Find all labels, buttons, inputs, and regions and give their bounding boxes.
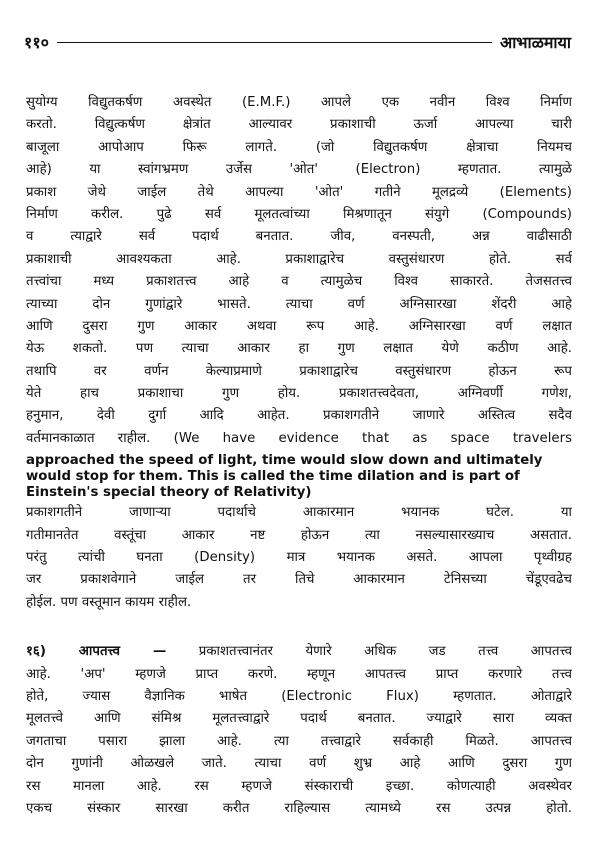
- text-line: होईल. पण वस्तूमान कायम राहील.: [26, 594, 192, 610]
- text-line: प्रकाशाची आवश्यकता आहे. प्रकाशाद्वारेच वस्तुसंधारण होते. सर्व: [26, 251, 572, 267]
- section-16: [26, 641, 572, 820]
- text-line: निर्माण करील. पुढे सर्व मूलतत्वांच्या मिश्रणातून संयुगे (Compounds): [26, 206, 572, 222]
- paragraph-1: [26, 92, 572, 614]
- text-line: दोन गुणांनी ओळखले जाते. त्याचा वर्ण शुभ्र आहे आणि दुसरा गुण: [26, 756, 572, 772]
- text-line: तथापि वर वर्णन केल्याप्रमाणे प्रकाशाद्वारेच वस्तुसंधारण होऊन रूप: [26, 363, 572, 379]
- text-line: आणि दुसरा गुण आकार अथवा रूप आहे. अग्निसारखा वर्ण लक्षात: [26, 318, 572, 334]
- text-line: आहे. 'अप' म्हणजे प्राप्त करणे. म्हणून आपतत्त्व प्राप्त करणारे तत्त्व: [26, 666, 572, 682]
- text-line: वर्तमानकाळात राहील. (We have evidence that as space travelers: [26, 430, 572, 446]
- page-number: ११०: [24, 33, 49, 52]
- section-first-line: [26, 641, 572, 663]
- text-line: आहे) या स्वांगभ्रमण उर्जेस 'ओत' (Electron) म्हणतात. त्यामुळे: [26, 162, 572, 178]
- text-line: रस मानला आहे. रस म्हणजे संस्काराची इच्छा. कोणत्याही अवस्थेवर: [26, 778, 572, 794]
- text-line: करतो. विद्युत्कर्षण क्षेत्रांत आल्यावर प्रकाशाची ऊर्जा आपल्या चारी: [26, 117, 572, 133]
- text-line: व त्याद्वारे सर्व पदार्थ बनतात. जीव, वनस्पती, अन्न वाढीसाठी: [26, 229, 572, 245]
- text-line: एकच संस्कार सारखा करीत राहिल्यास त्यामध्ये रस उत्पन्न होतो.: [26, 801, 572, 816]
- text-line: गतीमानतेत वस्तूंचा आकार नष्ट होऊन त्या नसल्यासारख्याच असतात.: [26, 527, 572, 543]
- page-header: [24, 30, 571, 54]
- text-line: हनुमान, देवी दुर्गा आदि आहेत. प्रकाशगतीने जाणारे अस्तित्व सदैव: [26, 408, 572, 424]
- text-line: प्रकाश जेथे जाईल तेथे आपल्या 'ओत' गतीने मूलद्रव्ये (Elements): [26, 184, 572, 200]
- page-body: [26, 92, 572, 820]
- text-line: होते, ज्यास वैज्ञानिक भाषेत (Electronic Flux) म्हणतात. ओताद्वारे: [26, 689, 572, 705]
- running-title: आभाळमाया: [499, 33, 571, 52]
- header-rule: [57, 42, 492, 43]
- english-quote-line: would stop for them. This is called the time dilation and is part of: [26, 468, 520, 484]
- text-line: मूलतत्त्वे आणि संमिश्र मूलतत्त्वाद्वारे पदार्थ बनतात. ज्याद्वारे सारा व्यक्त: [26, 711, 572, 727]
- text-line: जगताचा पसारा झाला आहे. त्या तत्त्वाद्वारे सर्वकाही मिळते. आपतत्त्व: [26, 733, 572, 749]
- text-line: येऊ शकतो. पण त्याचा आकार हा गुण लक्षात येणे कठीण आहे.: [26, 341, 572, 357]
- text-line: येते हाच प्रकाशाचा गुण होय. प्रकाशतत्त्वदेवता, अग्निवर्णी गणेश,: [26, 386, 572, 402]
- text-line: सुयोग्य विद्युतकर्षण अवस्थेत (E.M.F.) आपले एक नवीन विश्व निर्माण: [26, 95, 572, 110]
- text-line: त्याच्या दोन गुणांद्वारे भासते. त्याचा वर्ण अग्निसारखा शेंदरी आहे: [26, 296, 572, 312]
- text-line: प्रकाशगतीने जाणाऱ्या पदार्थाचे आकारमान भयानक घटेल. या: [26, 505, 572, 521]
- text-line: जर प्रकाशवेगाने जाईल तर तिचे आकारमान टेनिसच्या चेंडूएवढेच: [26, 572, 572, 588]
- text-line: परंतु त्यांची घनता (Density) मात्र भयानक असते. आपला पृथ्वीग्रह: [26, 550, 572, 566]
- text-line: बाजूला आपोआप फिरू लागते. (जो विद्युतकर्षण क्षेत्राचा नियमच: [26, 139, 572, 155]
- section-first-line-text: प्रकाशतत्त्वानंतर येणारे अधिक जड तत्त्व आपतत्त्व: [166, 644, 572, 660]
- english-quote-line: approached the speed of light, time would slow down and ultimately: [26, 453, 543, 469]
- section-heading: १६) आपतत्त्व —: [26, 644, 167, 660]
- english-quote-line: Einstein's special theory of Relativity): [26, 484, 312, 500]
- text-line: तत्त्वांचा मध्य प्रकाशतत्त्व आहे व त्यामुळेच विश्व साकारते. तेजसतत्त्व: [26, 274, 572, 290]
